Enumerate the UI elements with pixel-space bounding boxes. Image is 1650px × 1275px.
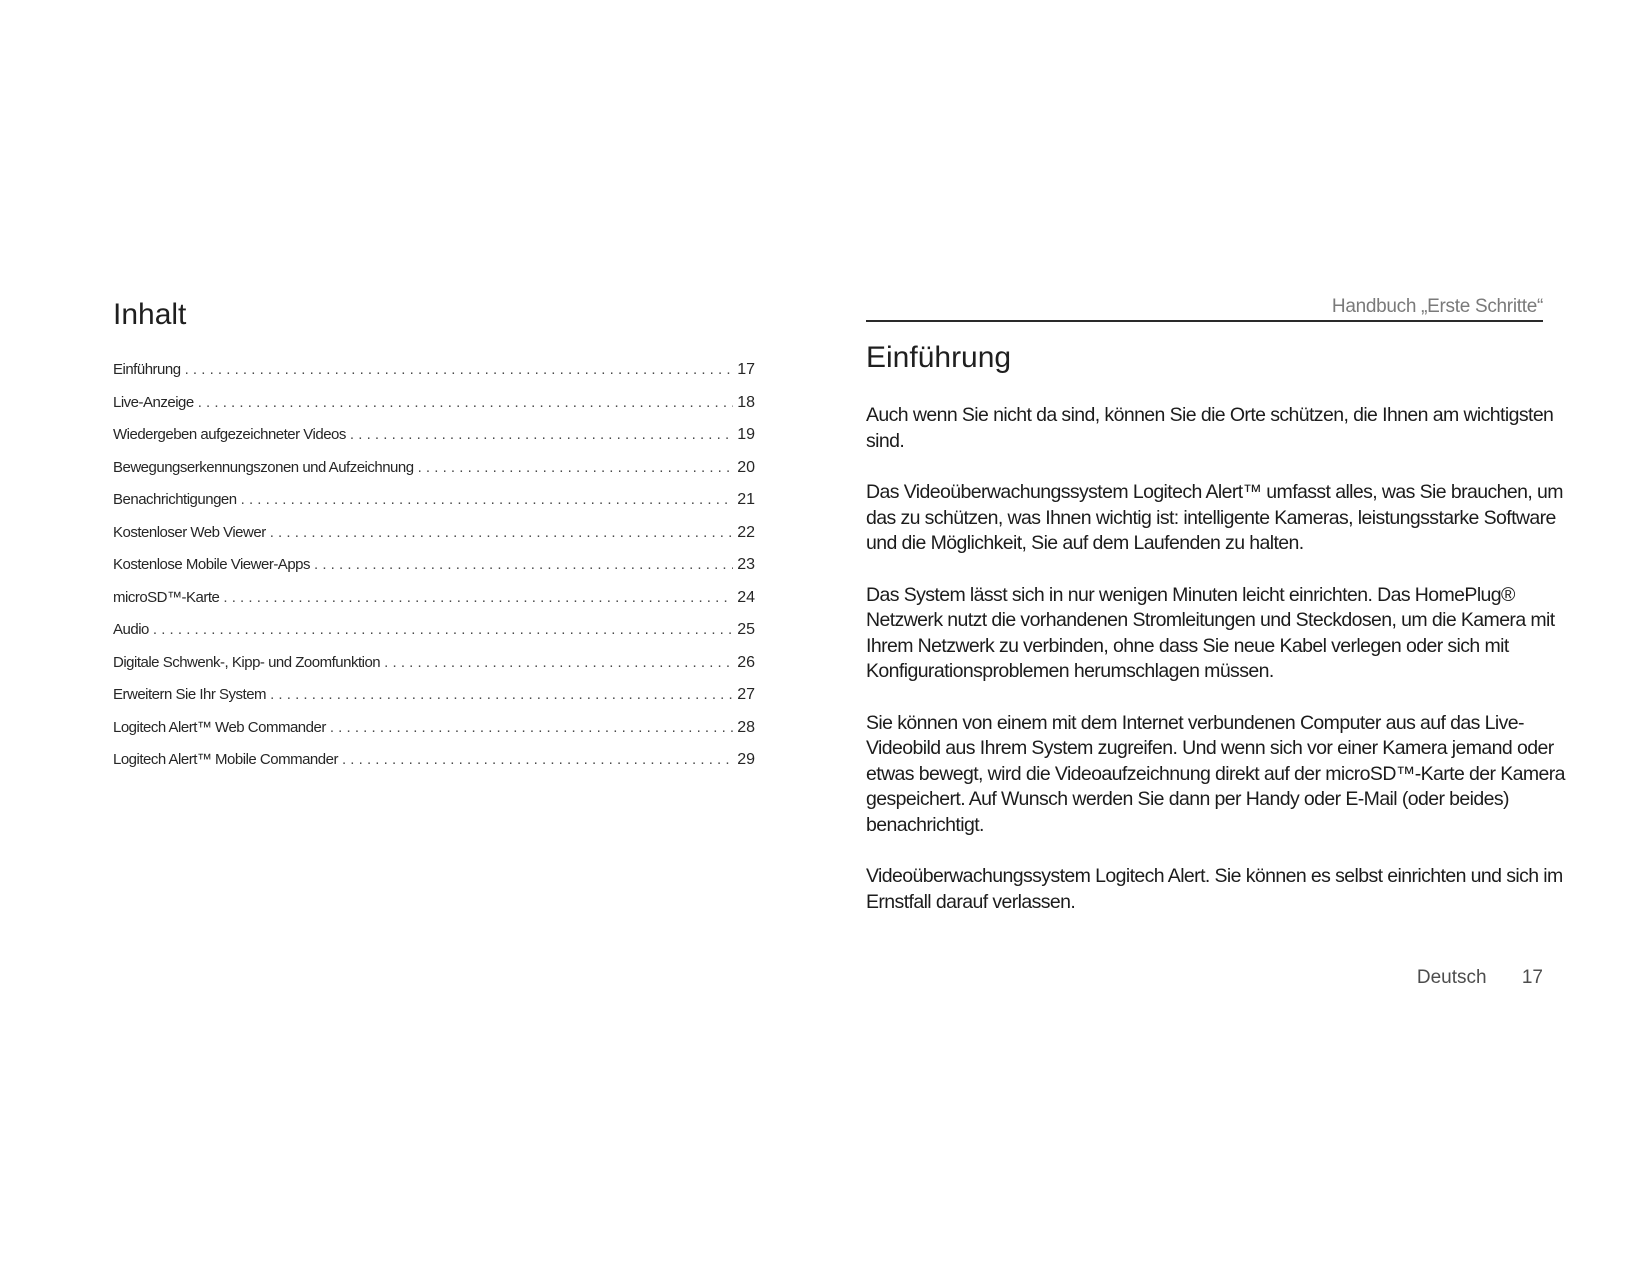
toc-entry-wiedergeben[interactable] xyxy=(113,426,755,459)
toc-entry-live-anzeige[interactable] xyxy=(113,394,755,427)
toc-entry-label: Audio xyxy=(113,621,149,638)
toc-entry-label: Bewegungserkennungszonen und Aufzeichnung xyxy=(113,458,414,476)
toc-entry-einfuehrung[interactable] xyxy=(113,361,755,394)
body-text xyxy=(866,403,1566,941)
toc-entry-ptz[interactable] xyxy=(113,654,755,687)
body-paragraph: Das Videoüberwachungssystem Logitech Alert™ umfasst alles, was Sie brauchen, um das zu schützen, was Ihnen wichtig ist: intelligente Kameras, leistungsstarke Software und die Möglichkeit, Sie auf dem Laufenden zu halten. xyxy=(866,481,1563,554)
body-paragraph: Sie können von einem mit dem Internet verbundenen Computer aus auf das Live-Videobild aus Ihrem System zugreifen. Und wenn sich vor einer Kamera jemand oder etwas bewegt, wird die Videoaufzeichnung direkt auf der microSD™-Karte der Kamera gespeichert. Auf Wunsch werden Sie dann per Handy oder E-Mail (oder beides) benachrichtigt. xyxy=(866,711,1565,836)
toc-leader-dots xyxy=(241,491,734,508)
section-title: Einführung xyxy=(866,341,1012,374)
footer-page-number: 17 xyxy=(1521,967,1543,988)
toc-entry-page: 26 xyxy=(737,653,755,671)
toc-entry-label: Kostenlose Mobile Viewer-Apps xyxy=(113,556,311,573)
toc-entry-label: microSD™-Karte xyxy=(113,588,220,606)
toc-entry-page: 21 xyxy=(737,491,755,508)
toc-entry-label: Live-Anzeige xyxy=(113,393,194,411)
toc-entry-page: 25 xyxy=(737,621,755,638)
toc-entry-mobile-commander[interactable] xyxy=(113,751,755,784)
toc-leader-dots xyxy=(153,621,733,638)
page-footer xyxy=(1300,967,1543,989)
toc-entry-microsd[interactable] xyxy=(113,589,755,622)
toc-entry-page: 29 xyxy=(737,751,755,768)
toc-entry-label: Digitale Schwenk-, Kipp- und Zoomfunktion xyxy=(113,653,381,671)
toc-leader-dots xyxy=(198,394,733,411)
toc-leader-dots xyxy=(185,361,734,378)
toc-entry-audio[interactable] xyxy=(113,621,755,654)
header-divider xyxy=(866,320,1543,322)
toc-entry-page: 27 xyxy=(737,686,755,703)
toc-entry-page: 28 xyxy=(737,718,755,736)
footer-language: Deutsch xyxy=(1416,967,1487,988)
toc-leader-dots xyxy=(270,524,734,541)
toc-leader-dots xyxy=(384,654,733,671)
toc-entry-label: Wiedergeben aufgezeichneter Videos xyxy=(113,426,346,443)
toc-leader-dots xyxy=(342,751,733,768)
toc-entry-label: Einführung xyxy=(113,361,181,378)
toc-entry-label: Logitech Alert™ Web Commander xyxy=(113,718,326,736)
toc-heading: Inhalt xyxy=(113,298,187,331)
toc-entry-page: 17 xyxy=(737,361,755,378)
toc-entry-erweitern[interactable] xyxy=(113,686,755,719)
toc-entry-label: Kostenloser Web Viewer xyxy=(113,523,266,541)
toc-entry-page: 22 xyxy=(737,523,755,541)
toc-entry-web-viewer[interactable] xyxy=(113,524,755,557)
toc-entry-label: Benachrichtigungen xyxy=(113,491,237,508)
toc-leader-dots xyxy=(270,686,733,703)
toc-entry-page: 18 xyxy=(737,393,755,411)
body-paragraph: Videoüberwachungssystem Logitech Alert. Sie können es selbst einrichten und sich im Ernstfall darauf verlassen. xyxy=(866,865,1563,913)
toc-entry-web-commander[interactable] xyxy=(113,719,755,752)
toc-entry-page: 23 xyxy=(737,556,755,573)
toc-leader-dots xyxy=(223,589,733,606)
toc-entry-label: Logitech Alert™ Mobile Commander xyxy=(113,751,338,768)
toc-entry-benachrichtigungen[interactable] xyxy=(113,491,755,524)
toc-leader-dots xyxy=(418,459,734,476)
body-paragraph: Auch wenn Sie nicht da sind, können Sie die Orte schützen, die Ihnen am wichtigsten sind. xyxy=(866,404,1554,452)
toc-list xyxy=(113,361,755,784)
toc-entry-mobile-viewer[interactable] xyxy=(113,556,755,589)
toc-entry-bewegungserkennung[interactable] xyxy=(113,459,755,492)
toc-entry-page: 24 xyxy=(737,588,755,606)
toc-leader-dots xyxy=(314,556,733,573)
running-header: Handbuch „Erste Schritte“ xyxy=(1331,296,1543,317)
toc-entry-label: Erweitern Sie Ihr System xyxy=(113,686,267,703)
toc-leader-dots xyxy=(350,426,733,443)
toc-entry-page: 19 xyxy=(737,426,755,443)
body-paragraph: Das System lässt sich in nur wenigen Minuten leicht einrichten. Das HomePlug® Netzwerk nutzt die vorhandenen Stromleitungen und Steckdosen, um die Kamera mit Ihrem Netzwerk zu verbinden, ohne dass Sie neue Kabel verlegen oder sich mit Konfigurationsproblemen herumschlagen müssen. xyxy=(866,583,1555,682)
toc-leader-dots xyxy=(330,719,733,736)
toc-entry-page: 20 xyxy=(737,458,755,476)
